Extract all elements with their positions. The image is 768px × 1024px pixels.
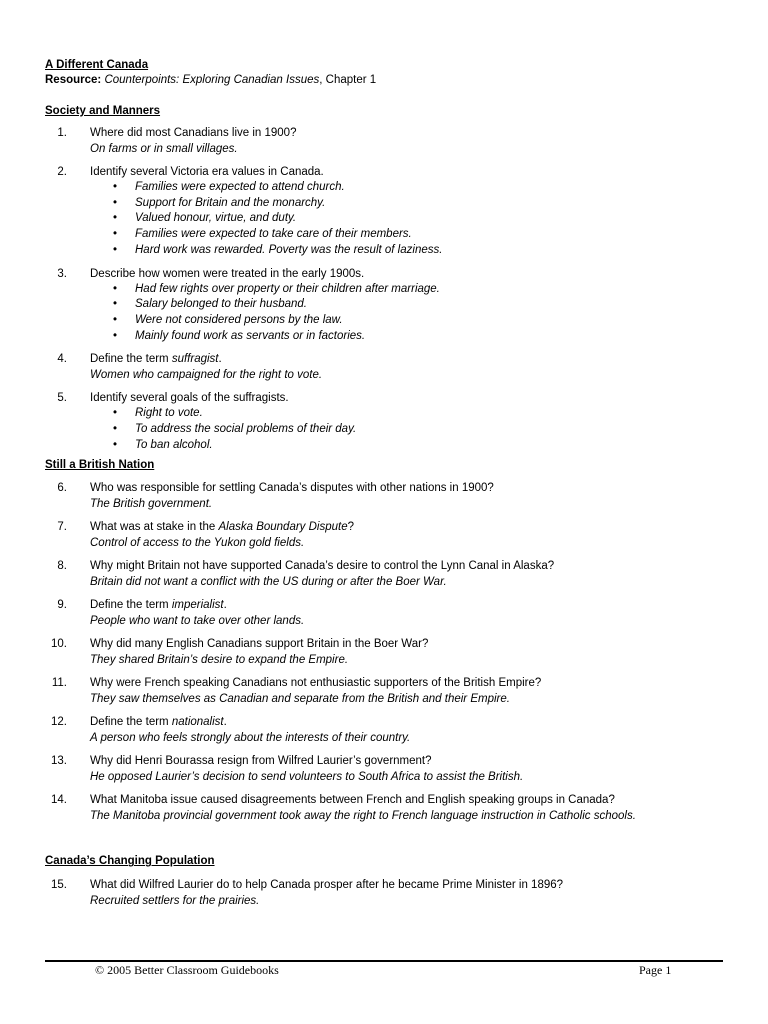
question-text: What did Wilfred Laurier do to help Canada prosper after he became Prime Minister in 1896? (90, 879, 564, 892)
answer-text: On farms or in small villages. (90, 143, 238, 155)
question-number: 11. (51, 677, 67, 690)
answer-text: They shared Britain’s desire to expand the Empire. (90, 654, 349, 667)
answer-bullet: • To address the social problems of their day. (135, 422, 725, 438)
question-text: Where did most Canadians live in 1900? (90, 127, 297, 139)
question-term: nationalist (171, 716, 224, 729)
question-text-pre: Define the term (90, 716, 172, 729)
answer-text: The British government. (90, 498, 213, 511)
question-1 (45, 125, 725, 157)
answer-list (90, 406, 725, 453)
answer-bullet: • Mainly found work as servants or in factories. (135, 329, 725, 345)
question-number: 4. (57, 353, 67, 366)
answer-bullet: • Families were expected to attend church. (135, 180, 725, 196)
question-number: 13. (51, 755, 67, 768)
question-number: 9. (57, 599, 67, 612)
question-text-post: . (218, 353, 222, 366)
question-12 (45, 714, 725, 746)
question-text: Identify several goals of the suffragists. (90, 392, 289, 405)
answer-bullet: • Hard work was rewarded. Poverty was the result of laziness. (135, 243, 725, 259)
question-text: Why did Henri Bourassa resign from Wilfred Laurier’s government? (90, 755, 432, 768)
answer-text: They saw themselves as Canadian and separate from the British and their Empire. (90, 693, 510, 706)
footer-divider (45, 960, 723, 962)
question-text: Describe how women were treated in the early 1900s. (90, 267, 365, 280)
question-15 (45, 877, 725, 909)
document-title: A Different Canada (45, 59, 149, 71)
question-number: 10. (51, 638, 67, 651)
question-number: 8. (57, 560, 67, 573)
question-term: Alaska Boundary Dispute (218, 521, 348, 534)
answer-bullet: • Were not considered persons by the law. (135, 313, 725, 329)
question-7 (45, 519, 725, 551)
section-title-british: Still a British Nation (45, 459, 155, 472)
question-text: What Manitoba issue caused disagreements between French and English speaking groups in Canada? (90, 794, 615, 807)
question-text: Who was responsible for settling Canada’s disputes with other nations in 1900? (90, 482, 494, 495)
question-number: 12. (51, 716, 67, 729)
section-title-society: Society and Manners (45, 105, 161, 117)
question-number: 5. (57, 392, 67, 405)
answer-bullet: • Valued honour, virtue, and duty. (135, 211, 725, 227)
question-number: 1. (57, 127, 67, 139)
footer-copyright: © 2005 Better Classroom Guidebooks (95, 963, 279, 977)
question-text (90, 714, 725, 730)
answer-list (90, 282, 725, 345)
answer-list (90, 180, 725, 259)
question-text-post: ? (347, 521, 355, 534)
question-number: 6. (57, 482, 67, 495)
question-text-post: . (223, 599, 227, 612)
question-term: suffragist (171, 353, 219, 366)
answer-text: Recruited settlers for the prairies. (90, 895, 260, 908)
resource-chapter: , Chapter 1 (319, 74, 377, 86)
answer-text: The Manitoba provincial government took away the right to French language instruction in Catholic schools. (90, 810, 636, 823)
answer-text: A person who feels strongly about the interests of their country. (90, 732, 411, 745)
question-10 (45, 636, 725, 668)
answer-text: Women who campaigned for the right to vote. (90, 369, 323, 382)
answer-text: He opposed Laurier’s decision to send volunteers to South Africa to assist the British. (90, 771, 524, 784)
question-number: 7. (57, 521, 67, 534)
resource-book: Counterpoints: Exploring Canadian Issues (104, 74, 320, 86)
question-8 (45, 558, 725, 590)
question-6 (45, 480, 725, 512)
resource-label: Resource: (45, 74, 102, 86)
question-14 (45, 792, 725, 824)
question-text (90, 351, 725, 367)
question-text (90, 597, 725, 613)
question-text (90, 519, 725, 535)
question-11 (45, 675, 725, 707)
answer-text: Britain did not want a conflict with the US during or after the Boer War. (90, 576, 447, 589)
answer-text: Control of access to the Yukon gold fields. (90, 537, 305, 550)
footer-page-number: Page 1 (639, 963, 672, 977)
question-text: Why might Britain not have supported Canada’s desire to control the Lynn Canal in Alaska? (90, 560, 555, 573)
question-number: 14. (51, 794, 67, 807)
question-2 (45, 164, 725, 259)
answer-bullet: • Right to vote. (135, 406, 725, 422)
question-text-pre: What was at stake in the (90, 521, 219, 534)
question-5 (45, 390, 725, 453)
question-text-pre: Define the term (90, 599, 172, 612)
section-title-population: Canada’s Changing Population (45, 855, 215, 868)
answer-bullet: • To ban alcohol. (135, 438, 725, 454)
question-3 (45, 266, 725, 345)
answer-text: People who want to take over other lands. (90, 615, 305, 628)
question-text-post: . (223, 716, 227, 729)
question-text-pre: Define the term (90, 353, 172, 366)
answer-bullet: • Had few rights over property or their children after marriage. (135, 282, 725, 298)
question-text: Identify several Victoria era values in Canada. (90, 166, 324, 178)
resource-line (45, 72, 725, 88)
question-term: imperialist (171, 599, 224, 612)
question-4 (45, 351, 725, 383)
question-text: Why were French speaking Canadians not enthusiastic supporters of the British Empire? (90, 677, 542, 690)
document-page (45, 58, 725, 909)
question-number: 15. (51, 879, 67, 892)
answer-bullet: • Salary belonged to their husband. (135, 297, 725, 313)
question-text: Why did many English Canadians support Britain in the Boer War? (90, 638, 429, 651)
answer-bullet: • Families were expected to take care of their members. (135, 227, 725, 243)
question-number: 2. (57, 166, 67, 178)
question-13 (45, 753, 725, 785)
question-number: 3. (57, 267, 67, 280)
answer-bullet: • Support for Britain and the monarchy. (135, 196, 725, 212)
question-9 (45, 597, 725, 629)
